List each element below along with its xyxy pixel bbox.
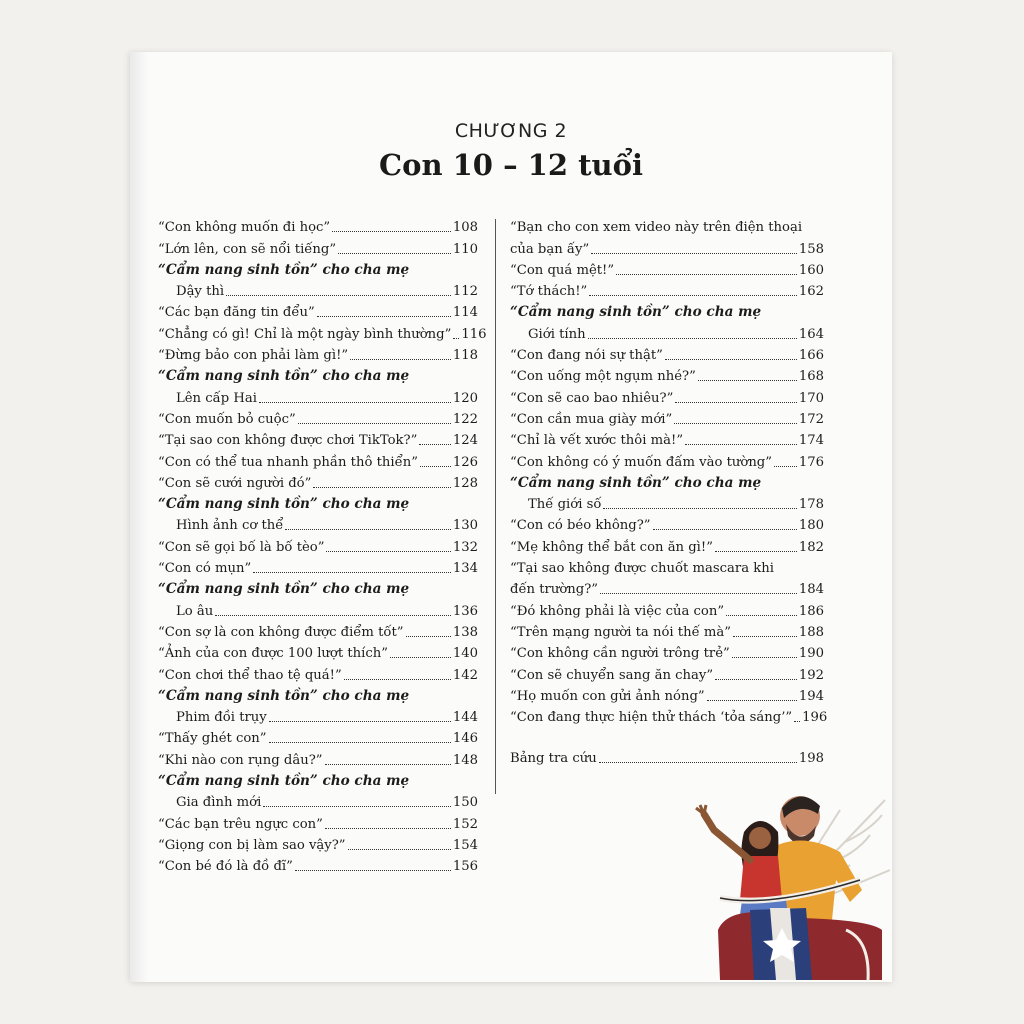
toc-entry — [510, 641, 824, 662]
dot-leader — [253, 572, 451, 573]
dot-leader — [715, 551, 797, 552]
toc-page-number: 124 — [452, 433, 478, 449]
dot-leader — [298, 423, 451, 424]
toc-entry — [158, 407, 478, 428]
dot-leader — [325, 764, 451, 765]
toc-entry — [510, 598, 824, 619]
dot-leader — [338, 253, 451, 254]
toc-entry-title: “Cẩm nang sinh tồn” cho cha mẹ — [158, 581, 410, 598]
toc-subentry — [158, 513, 478, 534]
toc-entry — [510, 684, 824, 705]
toc-right-column — [510, 215, 828, 767]
toc-entry-title: Hình ảnh cơ thể — [176, 518, 284, 534]
toc-entry-title: “Cẩm nang sinh tồn” cho cha mẹ — [510, 474, 762, 491]
toc-section-heading — [158, 769, 478, 790]
toc-entry-title: “Chỉ là vết xước thôi mà!” — [510, 433, 684, 449]
dot-leader — [317, 316, 451, 317]
dot-leader — [326, 551, 450, 552]
toc-page-number: 110 — [452, 241, 478, 257]
toc-entry-title: Lo âu — [176, 603, 214, 619]
toc-entry-title: Phim đồi trụy — [176, 710, 267, 726]
toc-page-number: 188 — [798, 624, 824, 640]
toc-entry-title: Giới tính — [528, 326, 586, 342]
dot-leader — [325, 828, 451, 829]
toc-entry — [158, 215, 478, 236]
dot-leader — [269, 742, 451, 743]
book-page — [130, 52, 892, 982]
toc-page-number: 142 — [452, 667, 478, 683]
dot-leader — [653, 529, 797, 530]
toc-entry — [158, 747, 478, 768]
dot-leader — [603, 508, 796, 509]
toc-page-number: 178 — [798, 497, 824, 513]
toc-entry — [510, 705, 828, 726]
dot-leader — [589, 295, 797, 296]
toc-entry-title: Thế giới số — [528, 497, 602, 513]
toc-page-number: 194 — [798, 688, 824, 704]
toc-subentry — [158, 279, 478, 300]
dot-leader — [707, 700, 797, 701]
dot-leader — [715, 679, 797, 680]
dot-leader — [588, 338, 797, 339]
dot-leader — [344, 679, 451, 680]
toc-entry-title: “Con sẽ cao bao nhiêu?” — [510, 390, 674, 406]
toc-page-number: 174 — [798, 433, 824, 449]
dot-leader — [453, 338, 459, 339]
toc-entry-title: “Họ muốn con gửi ảnh nóng” — [510, 688, 705, 704]
dot-leader — [419, 444, 450, 445]
toc-entry — [510, 258, 824, 279]
toc-entry-title: “Con cần mua giày mới” — [510, 411, 673, 427]
dot-leader — [685, 444, 797, 445]
toc-entry — [510, 215, 824, 236]
toc-entry — [158, 300, 478, 321]
dot-leader — [269, 721, 451, 722]
dot-leader — [698, 380, 797, 381]
toc-page-number: 172 — [798, 411, 824, 427]
toc-entry-title: “Cẩm nang sinh tồn” cho cha mẹ — [158, 687, 410, 704]
toc-subentry — [158, 705, 478, 726]
toc-entry — [158, 726, 478, 747]
toc-entry — [158, 556, 478, 577]
toc-page-number: 176 — [798, 454, 824, 470]
toc-page-number: 144 — [452, 710, 478, 726]
toc-page-number: 162 — [798, 284, 824, 300]
toc-entry-title: “Đừng bảo con phải làm gì!” — [158, 348, 349, 364]
toc-entry-title: “Con quá mệt!” — [510, 262, 615, 278]
toc-entry-title: “Cẩm nang sinh tồn” cho cha mẹ — [158, 261, 410, 278]
toc-entry-title: của bạn ấy” — [510, 241, 590, 257]
toc-page-number: 128 — [452, 475, 478, 491]
toc-page-number: 112 — [452, 284, 478, 300]
toc-entry-title: “Con có thể tua nhanh phần thô thiển” — [158, 454, 418, 470]
dot-leader — [794, 721, 800, 722]
toc-entry-title: “Trên mạng người ta nói thế mà” — [510, 624, 732, 640]
toc-entry — [510, 407, 824, 428]
toc-section-heading — [510, 471, 824, 492]
toc-entry — [158, 449, 478, 470]
dot-leader — [350, 359, 451, 360]
toc-section-heading — [158, 684, 478, 705]
toc-entry — [158, 471, 478, 492]
toc-page-number: 168 — [798, 369, 824, 385]
toc-entry-title: “Con chơi thể thao tệ quá!” — [158, 667, 342, 683]
toc-entry — [510, 364, 824, 385]
toc-entry-title: “Lớn lên, con sẽ nổi tiếng” — [158, 241, 337, 257]
toc-entry-title: “Giọng con bị làm sao vậy?” — [158, 837, 346, 853]
toc-entry — [510, 279, 824, 300]
rollercoaster-illustration — [600, 780, 890, 980]
toc-entry-title: “Tại sao con không được chơi TikTok?” — [158, 433, 418, 449]
chapter-label: CHƯƠNG 2 — [454, 120, 568, 142]
toc-section-heading — [510, 300, 824, 321]
toc-page-number: 126 — [452, 454, 478, 470]
toc-entry-title: “Con không muốn đi học” — [158, 220, 331, 236]
toc-entry — [158, 641, 478, 662]
toc-entry — [510, 513, 824, 534]
dot-leader — [420, 466, 451, 467]
toc-page-number: 146 — [452, 731, 478, 747]
toc-entry-title: Bảng tra cứu — [510, 751, 597, 767]
toc-subentry — [158, 385, 478, 406]
toc-page-number: 116 — [461, 326, 487, 342]
toc-page-number: 192 — [798, 667, 824, 683]
toc-left-column — [158, 215, 487, 875]
toc-page-number: 190 — [798, 646, 824, 662]
toc-page-number: 120 — [452, 390, 478, 406]
toc-entry — [510, 534, 824, 555]
toc-entry-title: “Tớ thách!” — [510, 284, 588, 300]
dot-leader — [295, 870, 451, 871]
girl-shirt — [740, 856, 782, 900]
toc-page-number: 138 — [452, 624, 478, 640]
toc-entry-title: “Bạn cho con xem video này trên điện thoại — [510, 220, 803, 236]
toc-page-number: 132 — [452, 539, 478, 555]
toc-page-number: 166 — [798, 348, 824, 364]
toc-section-heading — [158, 577, 478, 598]
dot-leader — [599, 762, 797, 763]
dot-leader — [616, 274, 797, 275]
toc-entry-title: “Con sẽ cưới người đó” — [158, 475, 312, 491]
toc-entry-title: “Con có béo không?” — [510, 518, 651, 534]
toc-entry-title: “Con có mụn” — [158, 561, 252, 577]
toc-entry-title: đến trường?” — [510, 582, 599, 598]
dot-leader — [313, 487, 450, 488]
dot-leader — [600, 593, 797, 594]
dot-leader — [390, 657, 451, 658]
toc-entry-title: “Cẩm nang sinh tồn” cho cha mẹ — [158, 773, 410, 790]
toc-page-number: 150 — [452, 795, 478, 811]
toc-entry — [510, 428, 824, 449]
dot-leader — [259, 402, 451, 403]
toc-entry-title: “Ảnh của con được 100 lượt thích” — [158, 646, 388, 662]
toc-entry-title: Dậy thì — [176, 284, 225, 300]
toc-subentry — [158, 790, 478, 811]
toc-page-number: 182 — [798, 539, 824, 555]
toc-entry — [158, 236, 478, 257]
toc-section-heading — [158, 492, 478, 513]
toc-page-number: 154 — [452, 837, 478, 853]
toc-entry — [158, 833, 478, 854]
spine-shadow — [130, 52, 148, 982]
toc-entry-title: Lên cấp Hai — [176, 390, 257, 406]
dot-leader — [406, 636, 451, 637]
dot-leader — [215, 615, 451, 616]
toc-entry — [510, 385, 824, 406]
toc-entry-title: “Thấy ghét con” — [158, 731, 267, 747]
dot-leader — [732, 657, 797, 658]
toc-page-number: 114 — [452, 305, 478, 321]
toc-section-heading — [158, 258, 478, 279]
toc-entry-title: “Con đang nói sự thật” — [510, 348, 663, 364]
toc-page-number: 186 — [798, 603, 824, 619]
toc-entry — [510, 577, 824, 598]
toc-page-number: 134 — [452, 561, 478, 577]
toc-entry-title: “Con sẽ gọi bố là bố tèo” — [158, 539, 325, 555]
dot-leader — [263, 806, 451, 807]
toc-page-number: 152 — [452, 816, 478, 832]
toc-entry-title: “Con muốn bỏ cuộc” — [158, 411, 296, 427]
toc-entry-title: “Con sợ là con không được điểm tốt” — [158, 624, 404, 640]
toc-subentry — [510, 492, 824, 513]
toc-entry — [510, 343, 824, 364]
toc-page-number: 158 — [798, 241, 824, 257]
toc-entry — [510, 449, 824, 470]
toc-entry — [510, 662, 824, 683]
toc-entry — [158, 811, 478, 832]
dot-leader — [285, 529, 450, 530]
dot-leader — [226, 295, 451, 296]
toc-page-number: 122 — [452, 411, 478, 427]
toc-entry — [510, 236, 824, 257]
toc-entry-title: “Con sẽ chuyển sang ăn chay” — [510, 667, 714, 683]
dot-leader — [591, 253, 797, 254]
toc-entry — [158, 534, 478, 555]
toc-entry — [158, 620, 478, 641]
toc-entry — [158, 428, 478, 449]
dot-leader — [348, 849, 451, 850]
toc-page-number: 180 — [798, 518, 824, 534]
dot-leader — [332, 231, 451, 232]
toc-entry-title: “Con đang thực hiện thử thách ‘tỏa sáng’” — [510, 710, 793, 726]
toc-entry — [158, 854, 478, 875]
toc-page-number: 136 — [452, 603, 478, 619]
toc-entry-title: “Con bé đó là đồ đĩ” — [158, 859, 293, 875]
toc-entry-title: “Cẩm nang sinh tồn” cho cha mẹ — [158, 368, 410, 385]
dot-leader — [733, 636, 797, 637]
toc-entry-title: “Chẳng có gì! Chỉ là một ngày bình thường” — [158, 326, 452, 342]
dot-leader — [675, 402, 796, 403]
toc-entry-title: “Mẹ không thể bắt con ăn gì!” — [510, 539, 713, 555]
toc-entry — [510, 556, 824, 577]
dot-leader — [726, 615, 797, 616]
toc-entry-title: “Con uống một ngụm nhé?” — [510, 369, 696, 385]
chapter-title: Con 10 – 12 tuổi — [379, 148, 643, 182]
toc-entry-title: “Cẩm nang sinh tồn” cho cha mẹ — [510, 304, 762, 321]
toc-subentry — [510, 321, 824, 342]
toc-entry-title: “Tại sao không được chuốt mascara khi — [510, 561, 774, 577]
toc-page-number: 198 — [798, 751, 824, 767]
dot-leader — [665, 359, 797, 360]
toc-entry-title: “Khi nào con rụng dâu?” — [158, 752, 323, 768]
toc-section-heading — [158, 364, 478, 385]
toc-index-entry — [510, 746, 824, 767]
toc-page-number: 148 — [452, 752, 478, 768]
toc-entry — [158, 321, 487, 342]
toc-subentry — [158, 598, 478, 619]
toc-page-number: 184 — [798, 582, 824, 598]
toc-entry-title: “Con không có ý muốn đấm vào tường” — [510, 454, 772, 470]
toc-page-number: 130 — [452, 518, 478, 534]
toc-page-number: 108 — [452, 220, 478, 236]
column-divider — [495, 219, 496, 794]
toc-page-number: 140 — [452, 646, 478, 662]
toc-page-number: 170 — [798, 390, 824, 406]
toc-page-number: 156 — [452, 859, 478, 875]
toc-entry — [510, 620, 824, 641]
dot-leader — [674, 423, 797, 424]
dot-leader — [774, 466, 797, 467]
toc-entry-title: “Con không cần người trông trẻ” — [510, 646, 730, 662]
toc-entry-title: “Cẩm nang sinh tồn” cho cha mẹ — [158, 496, 410, 513]
toc-page-number: 160 — [798, 262, 824, 278]
toc-entry — [158, 343, 478, 364]
toc-page-number: 164 — [798, 326, 824, 342]
toc-entry-title: “Đó không phải là việc của con” — [510, 603, 725, 619]
toc-page-number: 118 — [452, 348, 478, 364]
toc-entry-title: Gia đình mới — [176, 795, 262, 811]
toc-entry-title: “Các bạn trêu ngực con” — [158, 816, 323, 832]
toc-page-number: 196 — [802, 710, 828, 726]
toc-entry — [158, 662, 478, 683]
toc-entry-title: “Các bạn đăng tin đểu” — [158, 305, 315, 321]
